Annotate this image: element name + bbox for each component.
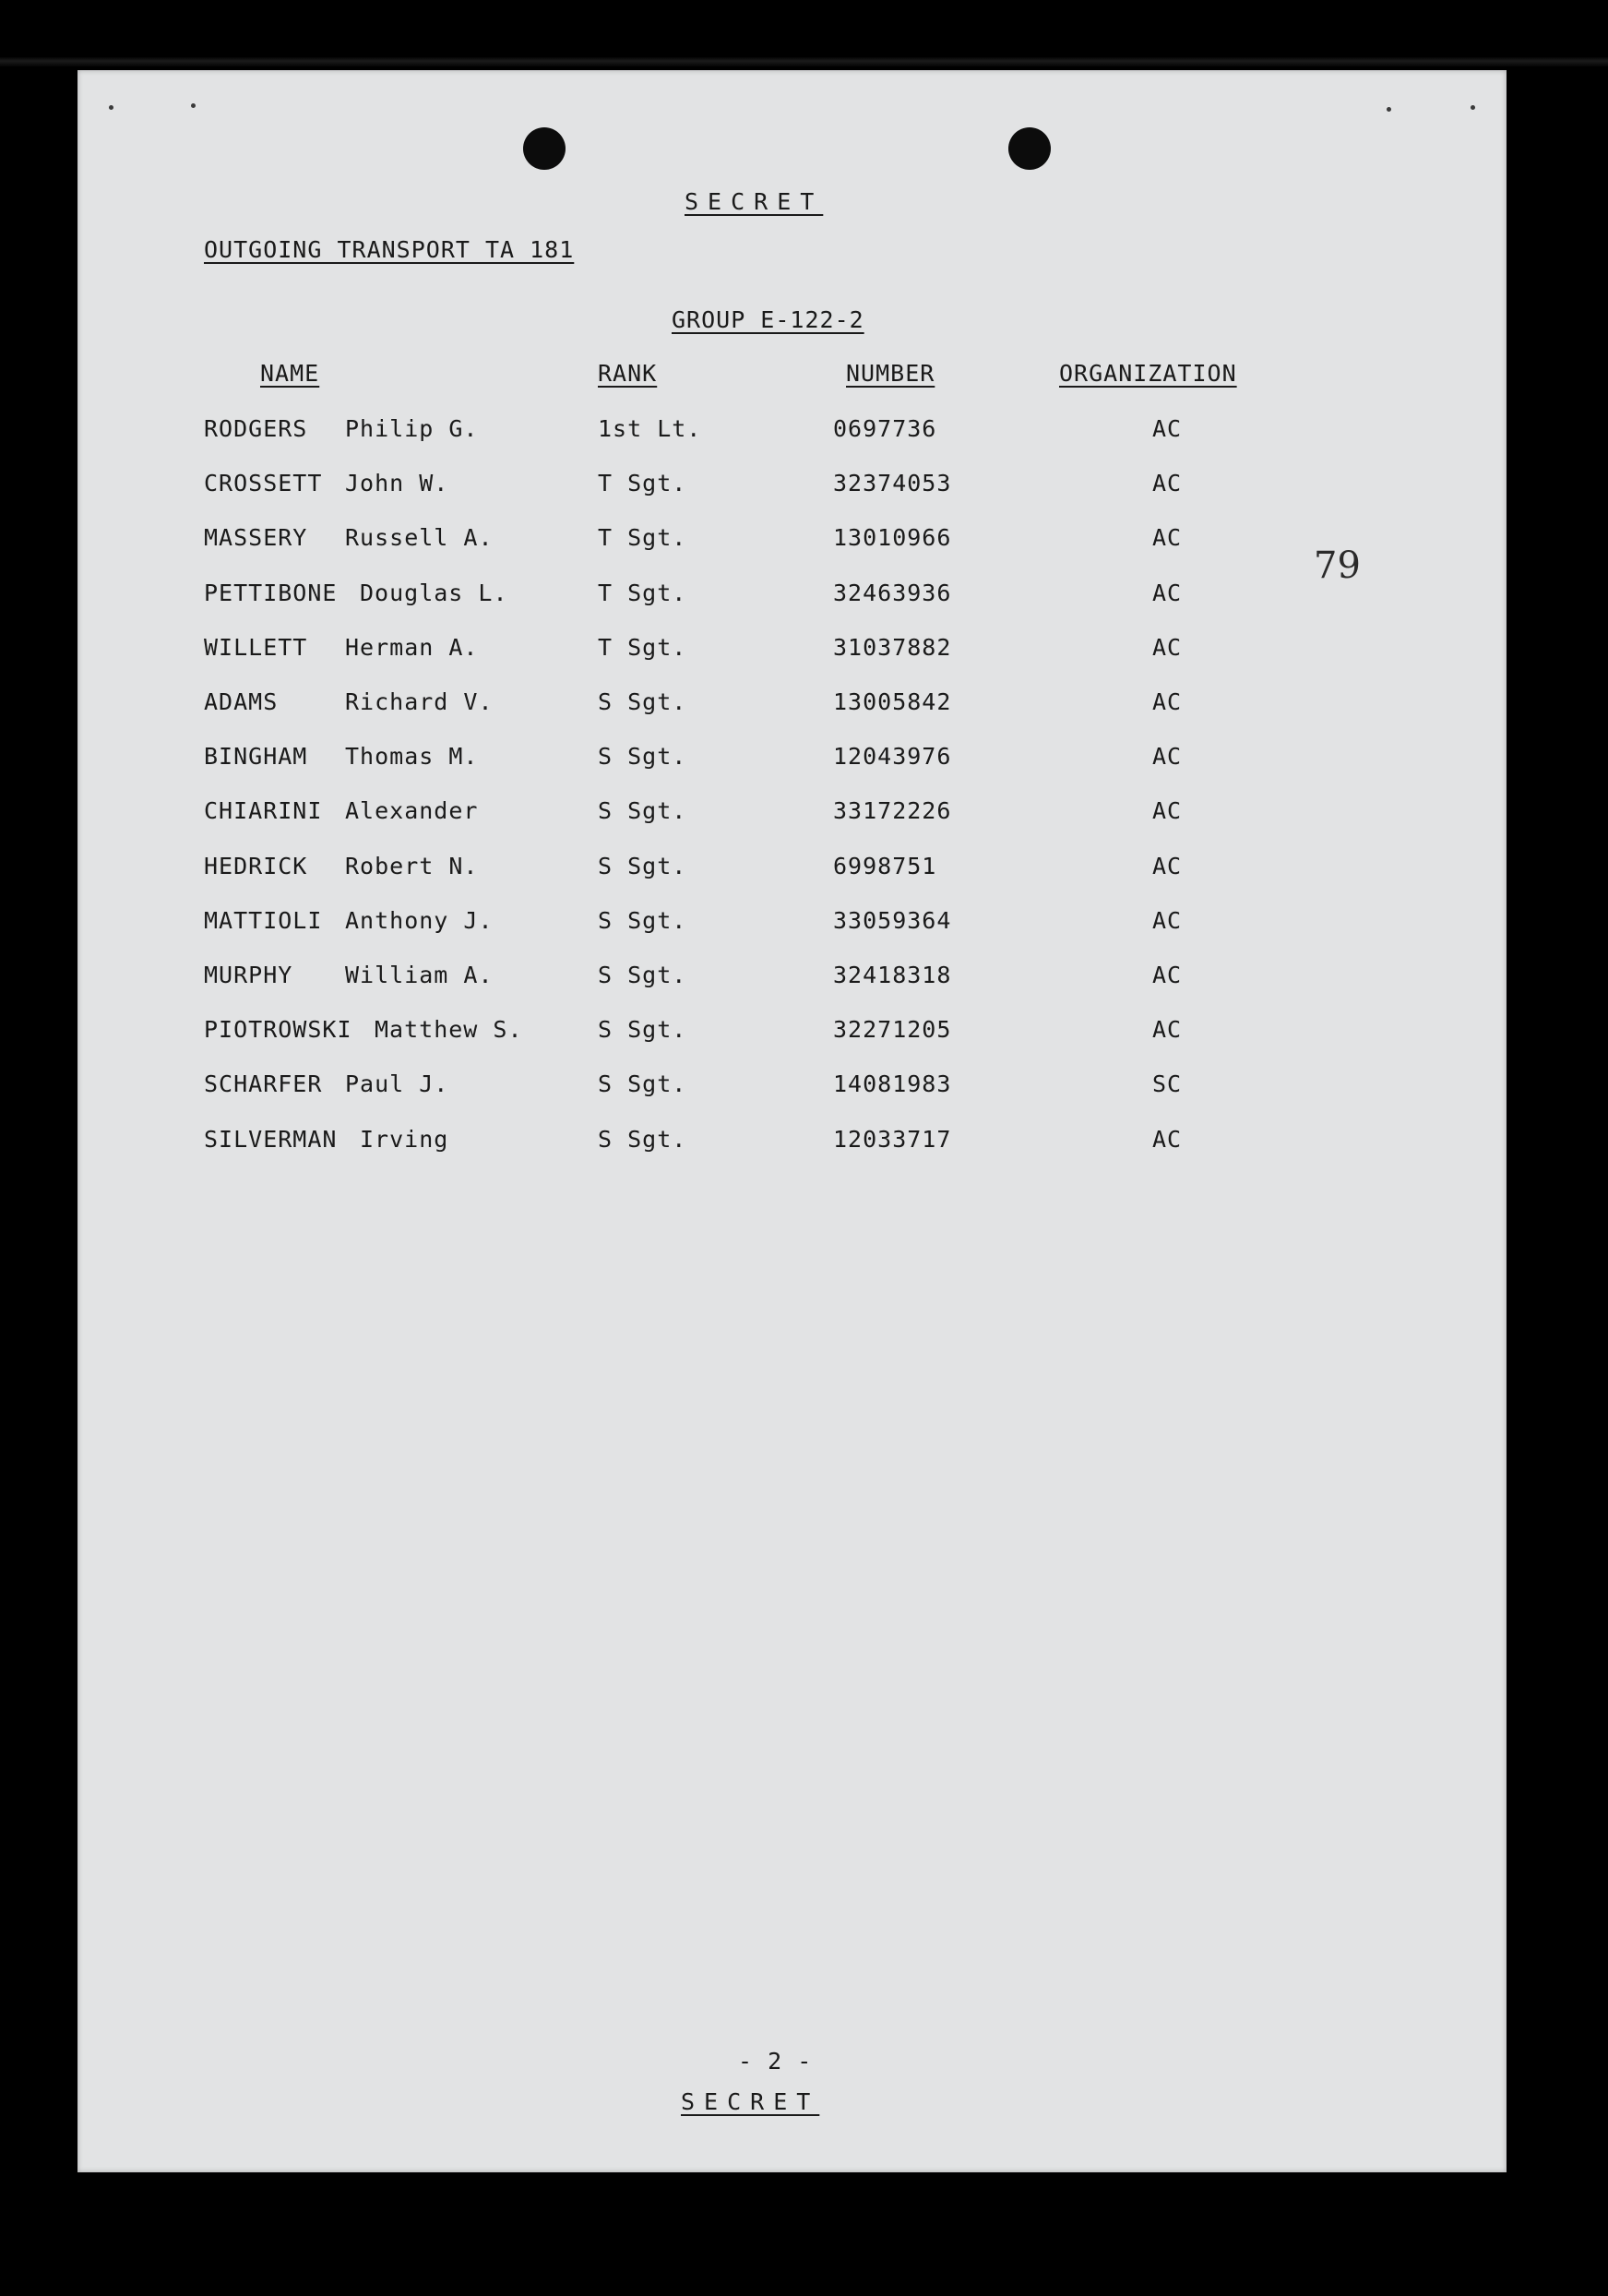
cell-surname: SCHARFER — [204, 1070, 323, 1098]
cell-given: Alexander — [345, 797, 479, 825]
cell-rank: S Sgt. — [598, 852, 687, 879]
page-number: - 2 - — [738, 2048, 813, 2075]
classification-top: SECRET — [685, 188, 824, 215]
margin-page-number: 79 — [1314, 544, 1361, 587]
cell-org: AC — [1152, 633, 1183, 661]
cell-given: Irving — [360, 1125, 449, 1153]
cell-number: 32271205 — [833, 1016, 952, 1044]
column-header-organization: ORGANIZATION — [1059, 360, 1237, 387]
cell-rank: S Sgt. — [598, 797, 687, 825]
cell-org: AC — [1152, 743, 1183, 771]
cell-rank: 1st Lt. — [598, 415, 702, 442]
cell-given: Thomas M. — [345, 743, 479, 771]
cell-surname: ADAMS — [204, 688, 279, 715]
cell-org: AC — [1152, 688, 1183, 715]
speck — [1387, 107, 1391, 112]
cell-org: AC — [1152, 906, 1183, 934]
cell-number: 12043976 — [833, 743, 952, 771]
speck — [109, 105, 113, 110]
punch-hole-right — [1008, 127, 1051, 170]
cell-surname: HEDRICK — [204, 852, 308, 879]
speck — [191, 103, 196, 108]
group-title: GROUP E-122-2 — [672, 306, 864, 333]
cell-given: William A. — [345, 962, 494, 988]
scan-edge — [0, 57, 1608, 66]
cell-number: 13005842 — [833, 688, 952, 715]
cell-number: 33059364 — [833, 906, 952, 934]
cell-rank: T Sgt. — [598, 579, 687, 606]
cell-rank: T Sgt. — [598, 524, 687, 552]
punch-hole-left — [523, 127, 566, 170]
cell-org: AC — [1152, 962, 1183, 988]
cell-number: 14081983 — [833, 1070, 952, 1098]
cell-number: 32374053 — [833, 470, 952, 497]
cell-surname: PIOTROWSKI — [204, 1016, 352, 1044]
cell-number: 31037882 — [833, 633, 952, 661]
cell-rank: S Sgt. — [598, 743, 687, 771]
document-page — [77, 70, 1507, 2172]
cell-surname: MURPHY — [204, 962, 293, 988]
cell-rank: S Sgt. — [598, 1016, 687, 1044]
cell-org: AC — [1152, 470, 1183, 497]
transport-title: OUTGOING TRANSPORT TA 181 — [204, 236, 575, 263]
cell-given: Paul J. — [345, 1070, 449, 1098]
cell-rank: S Sgt. — [598, 906, 687, 934]
cell-org: AC — [1152, 1016, 1183, 1044]
cell-org: AC — [1152, 1125, 1183, 1153]
cell-rank: S Sgt. — [598, 1070, 687, 1098]
cell-surname: CROSSETT — [204, 470, 323, 497]
cell-given: Herman A. — [345, 633, 479, 661]
cell-given: John W. — [345, 470, 449, 497]
cell-surname: WILLETT — [204, 633, 308, 661]
cell-org: SC — [1152, 1070, 1183, 1098]
cell-rank: S Sgt. — [598, 1125, 687, 1153]
cell-rank: T Sgt. — [598, 470, 687, 497]
cell-org: AC — [1152, 579, 1183, 606]
cell-given: Anthony J. — [345, 906, 494, 934]
speck — [1471, 105, 1475, 110]
cell-number: 12033717 — [833, 1125, 952, 1153]
column-header-number: NUMBER — [846, 360, 935, 387]
column-header-rank: RANK — [598, 360, 658, 387]
cell-number: 13010966 — [833, 524, 952, 552]
cell-surname: RODGERS — [204, 415, 308, 442]
cell-number: 33172226 — [833, 797, 952, 825]
column-header-name: NAME — [260, 360, 320, 387]
cell-given: Robert N. — [345, 852, 479, 879]
cell-rank: S Sgt. — [598, 962, 687, 988]
cell-number: 32418318 — [833, 962, 952, 988]
classification-bottom: SECRET — [681, 2088, 820, 2115]
cell-org: AC — [1152, 415, 1183, 442]
cell-surname: PETTIBONE — [204, 579, 338, 606]
cell-surname: MATTIOLI — [204, 906, 323, 934]
cell-given: Douglas L. — [360, 579, 508, 606]
cell-surname: MASSERY — [204, 524, 308, 552]
cell-number: 0697736 — [833, 415, 937, 442]
cell-rank: T Sgt. — [598, 633, 687, 661]
cell-given: Philip G. — [345, 415, 479, 442]
cell-org: AC — [1152, 852, 1183, 879]
cell-number: 32463936 — [833, 579, 952, 606]
cell-org: AC — [1152, 524, 1183, 552]
cell-surname: BINGHAM — [204, 743, 308, 771]
cell-given: Richard V. — [345, 688, 494, 715]
cell-rank: S Sgt. — [598, 688, 687, 715]
cell-org: AC — [1152, 797, 1183, 825]
cell-number: 6998751 — [833, 852, 937, 879]
cell-surname: SILVERMAN — [204, 1125, 338, 1153]
cell-surname: CHIARINI — [204, 797, 323, 825]
cell-given: Matthew S. — [375, 1016, 523, 1044]
cell-given: Russell A. — [345, 524, 494, 552]
